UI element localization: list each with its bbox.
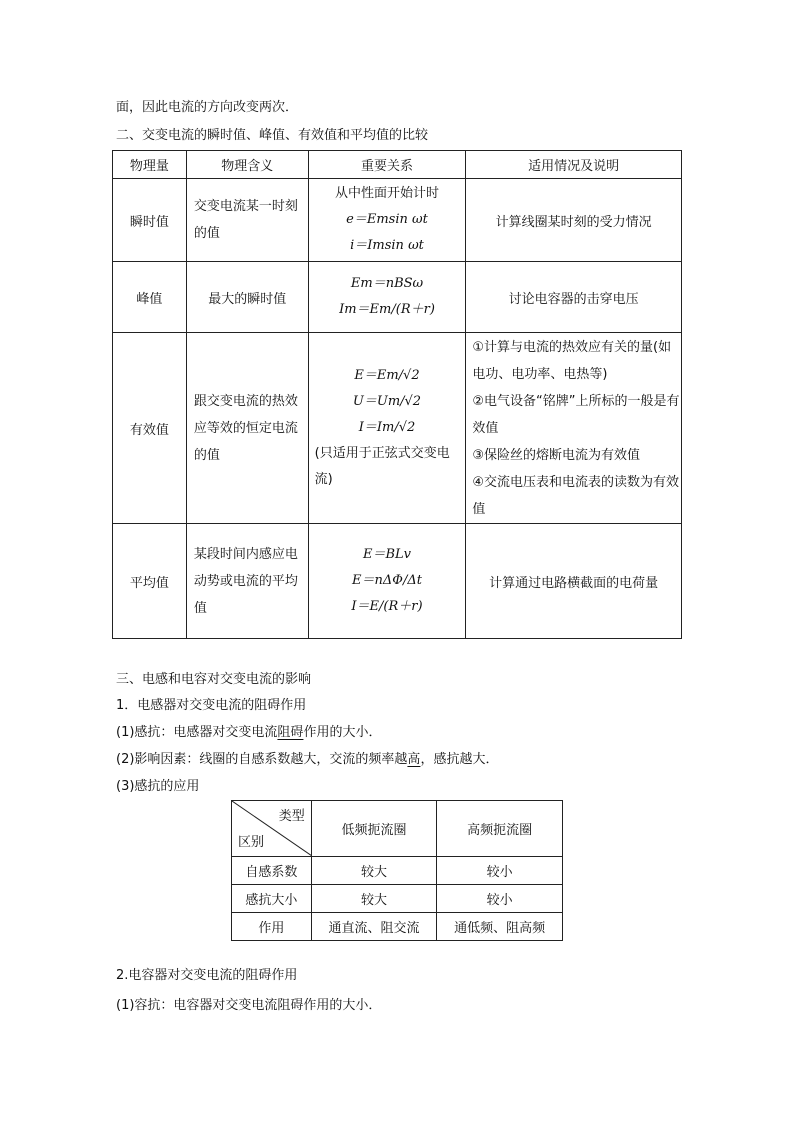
relations-cell xyxy=(308,333,466,524)
relation-note: (只适用于正弦式交变电流) xyxy=(314,446,450,487)
relations-cell xyxy=(308,179,466,262)
corner-top-label: 类型 xyxy=(278,809,305,824)
relations-cell xyxy=(308,262,466,333)
usage-item: ④交流电压表和电流表的读数为有效值 xyxy=(472,474,680,517)
formula: Em＝nBSω xyxy=(350,276,424,291)
table-cell: 通低频、阻高频 xyxy=(437,913,563,941)
quantity-name: 有效值 xyxy=(113,333,187,524)
formula: E＝nΔΦ/Δt xyxy=(352,573,422,588)
item3: (3)感抗的应用 xyxy=(116,779,200,794)
row-label: 自感系数 xyxy=(232,857,312,885)
usage-cell: 计算通过电路横截面的电荷量 xyxy=(466,524,682,639)
formula: I＝E/(R＋r) xyxy=(351,599,423,614)
formula: E＝Em/√2 xyxy=(354,368,420,383)
formula: I＝Im/√2 xyxy=(358,420,416,435)
diagonal-header-cell xyxy=(232,801,312,857)
formula: e＝Emsin ωt xyxy=(346,212,428,227)
table-row xyxy=(232,885,563,913)
formula: E＝BLv xyxy=(362,547,412,562)
table-cell: 较大 xyxy=(311,857,437,885)
header-cell: 高频扼流圈 xyxy=(437,801,563,857)
table-cell: 较小 xyxy=(437,885,563,913)
quantity-name: 峰值 xyxy=(113,262,187,333)
table-cell: 通直流、阻交流 xyxy=(311,913,437,941)
usage-cell xyxy=(466,333,682,524)
header-cell: 物理量 xyxy=(113,151,187,179)
header-cell: 重要关系 xyxy=(308,151,466,179)
section3-title: 三、电感和电容对交变电流的影响 xyxy=(116,672,312,687)
relations-cell xyxy=(308,524,466,639)
item4: (1)容抗：电容器对交变电流阻碍作用的大小． xyxy=(116,998,382,1013)
inductor-application-table xyxy=(231,800,563,941)
row-label: 作用 xyxy=(232,913,312,941)
usage-item: ②电气设备“铭牌”上所标的一般是有效值 xyxy=(472,393,680,436)
section2-title: 二、交变电流的瞬时值、峰值、有效值和平均值的比较 xyxy=(116,128,429,143)
quantity-meaning: 跟交变电流的热效应等效的恒定电流的值 xyxy=(186,333,308,524)
table-cell: 较大 xyxy=(311,885,437,913)
header-cell: 低频扼流圈 xyxy=(311,801,437,857)
relation-text: 从中性面开始计时 xyxy=(335,186,440,201)
formula: U＝Um/√2 xyxy=(352,394,422,409)
table-row xyxy=(113,262,682,333)
table-row xyxy=(113,179,682,262)
item1: (1)感抗：电感器对交变电流阻碍作用的大小． xyxy=(116,725,382,740)
quantity-meaning: 某段时间内感应电动势或电流的平均值 xyxy=(186,524,308,639)
quantity-meaning: 交变电流某一时刻的值 xyxy=(186,179,308,262)
table-row xyxy=(232,913,563,941)
formula: i＝Imsin ωt xyxy=(350,238,424,253)
comparison-table xyxy=(112,150,682,639)
quantity-name: 平均值 xyxy=(113,524,187,639)
usage-cell: 计算线圈某时刻的受力情况 xyxy=(466,179,682,262)
usage-cell: 讨论电容器的击穿电压 xyxy=(466,262,682,333)
quantity-name: 瞬时值 xyxy=(113,179,187,262)
table-row xyxy=(113,333,682,524)
header-cell: 物理含义 xyxy=(186,151,308,179)
formula: Im＝Em/(R＋r) xyxy=(339,302,435,317)
corner-bottom-label: 区别 xyxy=(238,835,265,850)
table-cell: 较小 xyxy=(437,857,563,885)
subsection1-title: 1．电感器对交变电流的阻碍作用 xyxy=(116,698,307,713)
usage-item: ③保险丝的熔断电流为有效值 xyxy=(472,447,641,463)
item2: (2)影响因素：线圈的自感系数越大，交流的频率越高，感抗越大． xyxy=(116,752,499,767)
usage-item: ①计算与电流的热效应有关的量(如电功、电功率、电热等) xyxy=(472,339,672,382)
table-row xyxy=(232,857,563,885)
quantity-meaning: 最大的瞬时值 xyxy=(186,262,308,333)
header-cell: 适用情况及说明 xyxy=(466,151,682,179)
intro-line: 面，因此电流的方向改变两次． xyxy=(116,100,299,115)
row-label: 感抗大小 xyxy=(232,885,312,913)
subsection2-title: 2.电容器对交变电流的阻碍作用 xyxy=(116,968,298,983)
table-row xyxy=(113,524,682,639)
